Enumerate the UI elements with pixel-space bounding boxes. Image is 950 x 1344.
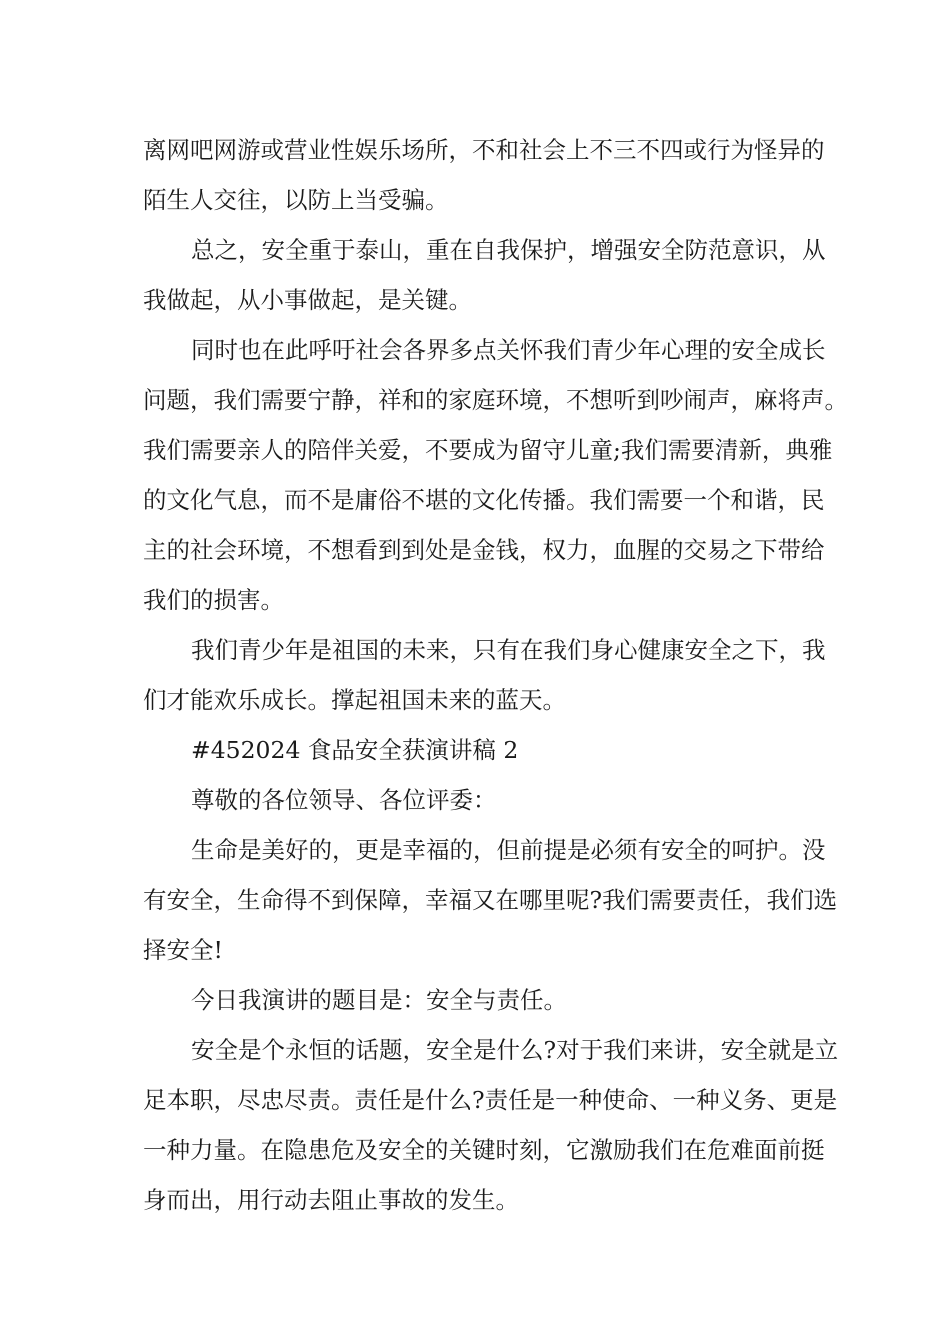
text-line: 陌生人交往，以防上当受骗。 bbox=[143, 186, 449, 214]
section-heading: #452024 食品安全获演讲稿 2 bbox=[191, 736, 519, 764]
paragraph-start: 安全是个永恒的话题，安全是什么?对于我们来讲，安全就是立 bbox=[191, 1036, 839, 1064]
paragraph-start: 同时也在此呼吁社会各界多点关怀我们青少年心理的安全成长 bbox=[191, 336, 826, 364]
text-line: 足本职，尽忠尽责。责任是什么?责任是一种使命、一种义务、更是 bbox=[143, 1086, 838, 1114]
text-line: 我做起，从小事做起，是关键。 bbox=[143, 286, 472, 314]
paragraph-start: 今日我演讲的题目是：安全与责任。 bbox=[191, 986, 567, 1014]
text-line: 择安全! bbox=[143, 936, 223, 964]
text-line: 有安全，生命得不到保障，幸福又在哪里呢?我们需要责任，我们选 bbox=[143, 886, 838, 914]
text-line: 主的社会环境，不想看到到处是金钱，权力，血腥的交易之下带给 bbox=[143, 536, 825, 564]
text-line: 离网吧网游或营业性娱乐场所，不和社会上不三不四或行为怪异的 bbox=[143, 136, 825, 164]
paragraph-start: 总之，安全重于泰山，重在自我保护，增强安全防范意识，从 bbox=[191, 236, 826, 264]
text-line: 问题，我们需要宁静，祥和的家庭环境，不想听到吵闹声，麻将声。 bbox=[143, 386, 848, 414]
text-line: 我们的损害。 bbox=[143, 586, 284, 614]
text-line: 我们需要亲人的陪伴关爱，不要成为留守儿童;我们需要清新，典雅 bbox=[143, 436, 833, 464]
paragraph-start: 我们青少年是祖国的未来，只有在我们身心健康安全之下，我 bbox=[191, 636, 826, 664]
text-line: 的文化气息，而不是庸俗不堪的文化传播。我们需要一个和谐，民 bbox=[143, 486, 825, 514]
text-line: 一种力量。在隐患危及安全的关键时刻，它激励我们在危难面前挺 bbox=[143, 1136, 825, 1164]
salutation: 尊敬的各位领导、各位评委： bbox=[191, 786, 497, 814]
text-line: 身而出，用行动去阻止事故的发生。 bbox=[143, 1186, 519, 1214]
paragraph-start: 生命是美好的，更是幸福的，但前提是必须有安全的呵护。没 bbox=[191, 836, 826, 864]
text-line: 们才能欢乐成长。撑起祖国未来的蓝天。 bbox=[143, 686, 566, 714]
